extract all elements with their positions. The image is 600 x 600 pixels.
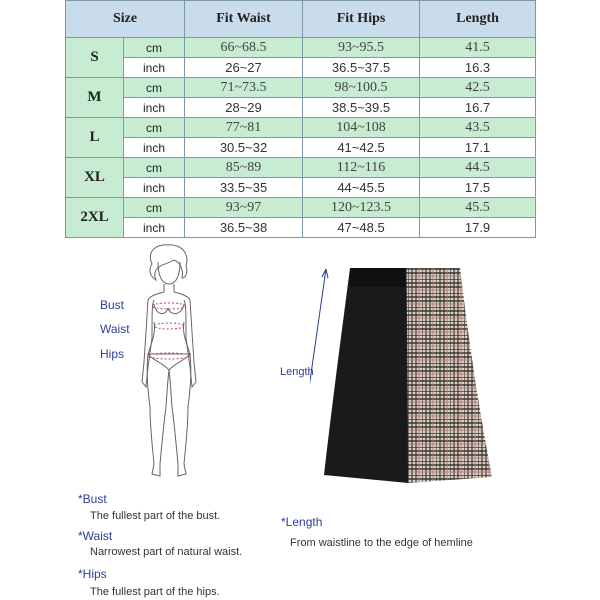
size-chart-table xyxy=(65,0,536,238)
waist-cell: 93~97 xyxy=(185,198,303,218)
bust-label: Bust xyxy=(100,298,125,312)
hips-cell: 112~116 xyxy=(303,158,420,178)
unit-cell: cm xyxy=(124,38,185,58)
length-cell: 17.5 xyxy=(420,178,536,198)
unit-cell: inch xyxy=(124,58,185,78)
table-row xyxy=(66,218,536,238)
length-label: Length xyxy=(280,366,314,378)
unit-cell: cm xyxy=(124,158,185,178)
hips-cell: 104~108 xyxy=(303,118,420,138)
header-size: Size xyxy=(66,1,185,38)
hips-cell: 36.5~37.5 xyxy=(303,58,420,78)
length-cell: 16.3 xyxy=(420,58,536,78)
waist-definition-text: Narrowest part of natural waist. xyxy=(90,546,243,558)
table-row xyxy=(66,58,536,78)
waist-definition-key: *Waist xyxy=(78,529,113,543)
size-cell: S xyxy=(66,38,124,78)
size-cell: L xyxy=(66,118,124,158)
length-cell: 17.9 xyxy=(420,218,536,238)
waist-cell: 85~89 xyxy=(185,158,303,178)
length-cell: 41.5 xyxy=(420,38,536,58)
waist-cell: 26~27 xyxy=(185,58,303,78)
hips-label: Hips xyxy=(100,347,125,361)
length-cell: 44.5 xyxy=(420,158,536,178)
waist-cell: 77~81 xyxy=(185,118,303,138)
size-cell: 2XL xyxy=(66,198,124,238)
hips-cell: 41~42.5 xyxy=(303,138,420,158)
hips-cell: 120~123.5 xyxy=(303,198,420,218)
hips-cell: 47~48.5 xyxy=(303,218,420,238)
table-row xyxy=(66,138,536,158)
length-definition-text: From waistline to the edge of hemline xyxy=(290,537,473,549)
waist-cell: 36.5~38 xyxy=(185,218,303,238)
length-cell: 17.1 xyxy=(420,138,536,158)
waist-cell: 71~73.5 xyxy=(185,78,303,98)
hips-cell: 98~100.5 xyxy=(303,78,420,98)
unit-cell: cm xyxy=(124,198,185,218)
length-cell: 43.5 xyxy=(420,118,536,138)
header-length: Length xyxy=(420,1,536,38)
table-row xyxy=(66,98,536,118)
hips-cell: 44~45.5 xyxy=(303,178,420,198)
waist-cell: 30.5~32 xyxy=(185,138,303,158)
bust-definition-text: The fullest part of the bust. xyxy=(90,510,221,522)
waist-label: Waist xyxy=(100,322,130,336)
length-cell: 42.5 xyxy=(420,78,536,98)
unit-cell: inch xyxy=(124,98,185,118)
body-outline-illustration xyxy=(128,242,210,482)
table-row xyxy=(66,158,536,178)
unit-cell: cm xyxy=(124,118,185,138)
hips-definition-text: The fullest part of the hips. xyxy=(90,586,220,598)
hips-cell: 38.5~39.5 xyxy=(303,98,420,118)
length-cell: 16.7 xyxy=(420,98,536,118)
waist-cell: 66~68.5 xyxy=(185,38,303,58)
unit-cell: cm xyxy=(124,78,185,98)
header-fit-hips: Fit Hips xyxy=(303,1,420,38)
table-row xyxy=(66,198,536,218)
header-fit-waist: Fit Waist xyxy=(185,1,303,38)
unit-cell: inch xyxy=(124,138,185,158)
unit-cell: inch xyxy=(124,178,185,198)
table-row xyxy=(66,38,536,58)
table-header-row xyxy=(66,1,536,38)
waist-cell: 33.5~35 xyxy=(185,178,303,198)
unit-cell: inch xyxy=(124,218,185,238)
hips-definition-key: *Hips xyxy=(78,567,107,581)
size-cell: XL xyxy=(66,158,124,198)
hips-cell: 93~95.5 xyxy=(303,38,420,58)
size-cell: M xyxy=(66,78,124,118)
length-cell: 45.5 xyxy=(420,198,536,218)
table-row xyxy=(66,78,536,98)
bust-definition-key: *Bust xyxy=(78,492,107,506)
length-definition-key: *Length xyxy=(281,515,323,529)
waist-cell: 28~29 xyxy=(185,98,303,118)
table-row xyxy=(66,118,536,138)
skirt-illustration xyxy=(310,265,520,485)
table-row xyxy=(66,178,536,198)
